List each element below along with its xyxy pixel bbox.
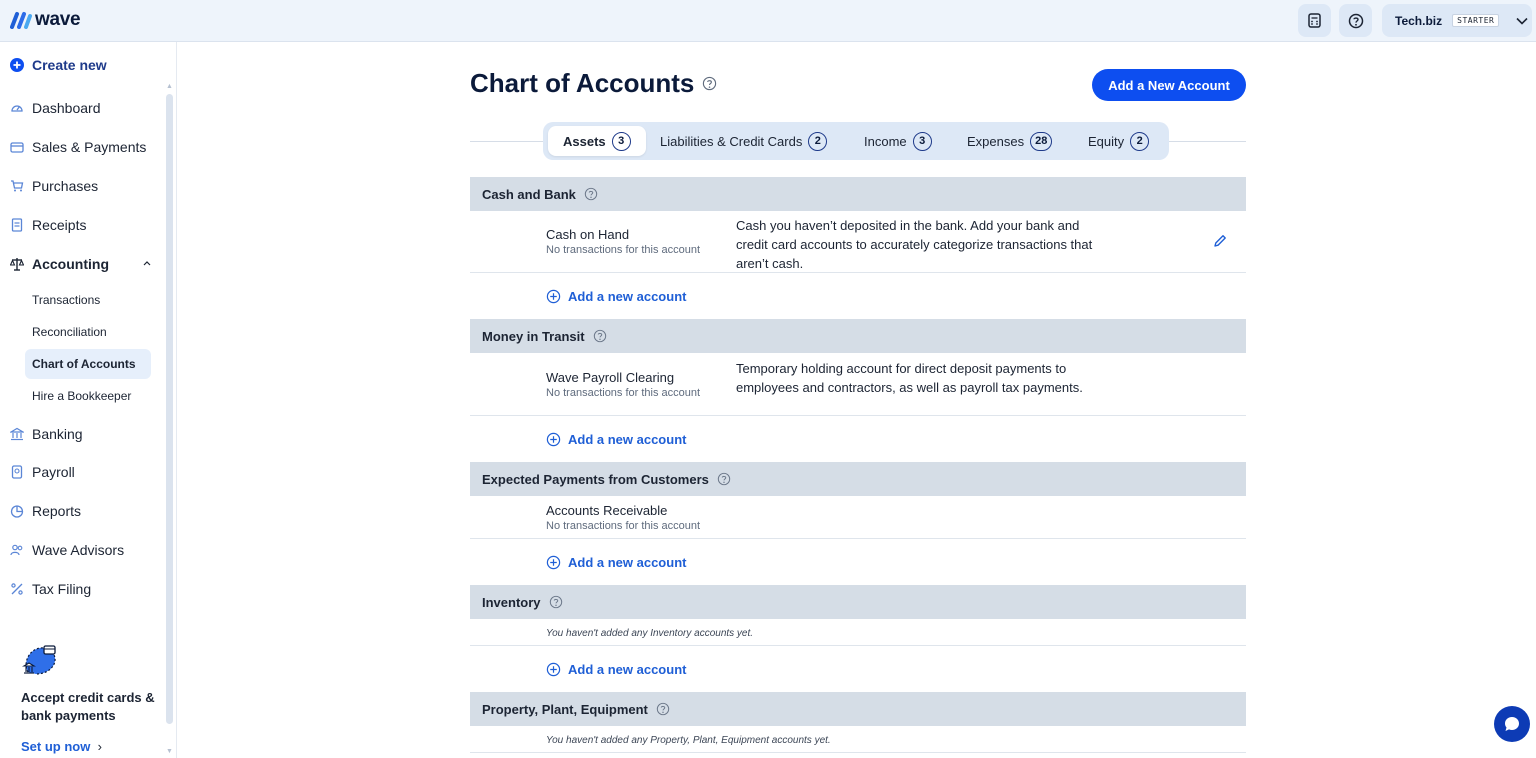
account-status: No transactions for this account: [546, 520, 701, 532]
sidebar: [0, 42, 177, 758]
calculator-button[interactable]: [1298, 4, 1331, 37]
help-icon[interactable]: [584, 187, 598, 201]
add-account-link[interactable]: [546, 289, 686, 304]
tab-equity[interactable]: [1088, 126, 1149, 156]
sidebar-sub-reconciliation[interactable]: Reconciliation: [32, 325, 107, 339]
plus-circle-icon: [546, 289, 561, 304]
set-up-now-link[interactable]: [21, 739, 102, 754]
sidebar-item-sales-payments[interactable]: [10, 139, 146, 155]
tab-label: Equity: [1088, 133, 1125, 149]
help-icon[interactable]: [656, 702, 670, 716]
set-up-now-label: Set up now: [21, 739, 91, 754]
dashboard-icon: [10, 101, 24, 115]
logo-text: wave: [35, 9, 81, 30]
sidebar-item-dashboard[interactable]: [10, 100, 101, 116]
sidebar-item-label: Accounting: [32, 256, 109, 272]
add-account-link[interactable]: [546, 555, 686, 570]
sidebar-item-banking[interactable]: [10, 426, 83, 442]
section-title: Property, Plant, Equipment: [482, 701, 648, 717]
tab-label: Assets: [563, 133, 606, 149]
scroll-down-arrow[interactable]: ▼: [166, 748, 173, 755]
page-title: Chart of Accounts: [470, 68, 695, 98]
sidebar-item-purchases[interactable]: [10, 178, 98, 194]
sidebar-item-receipts[interactable]: [10, 217, 86, 233]
add-account-label: Add a new account: [568, 432, 687, 447]
section-header-property-plant-equipment: [470, 692, 1246, 726]
scroll-up-arrow[interactable]: ▲: [166, 83, 173, 90]
payments-promo-icon: [22, 644, 58, 676]
row-divider: [470, 415, 1246, 416]
sidebar-sub-chart-of-accounts[interactable]: Chart of Accounts: [32, 357, 136, 371]
section-title: Money in Transit: [482, 328, 585, 344]
add-account-label: Add a new account: [568, 555, 687, 570]
account-description: Temporary holding account for direct deposit payments to employees and contractors, as well as payroll tax payments.: [736, 361, 1083, 395]
account-name: Accounts Receivable: [546, 503, 668, 518]
sidebar-sub-transactions[interactable]: Transactions: [32, 293, 101, 307]
wave-logo-icon: [10, 11, 32, 29]
tab-count-badge: 3: [612, 132, 631, 151]
chat-button[interactable]: [1494, 706, 1530, 742]
sidebar-item-payroll[interactable]: [10, 464, 75, 480]
receipt-icon: [10, 218, 24, 232]
tab-count-badge: 2: [808, 132, 827, 151]
tab-label: Expenses: [967, 133, 1025, 149]
account-type-tabs: [543, 122, 1169, 160]
sidebar-item-label: Payroll: [32, 464, 75, 480]
sidebar-item-tax-filing[interactable]: [10, 581, 91, 597]
account-name: Wave Payroll Clearing: [546, 370, 675, 385]
percent-icon: [10, 582, 24, 596]
tab-expenses[interactable]: [967, 126, 1052, 156]
sidebar-item-label: Banking: [32, 426, 83, 442]
tab-label: Income: [864, 133, 907, 149]
sidebar-item-label: Purchases: [32, 178, 99, 194]
row-divider: [470, 538, 1246, 539]
empty-accounts-note: You haven't added any Property, Plant, Equipment accounts yet.: [546, 735, 831, 746]
plus-circle-icon: [546, 432, 561, 447]
plus-circle-icon: [546, 662, 561, 677]
section-header-money-in-transit: [470, 319, 1246, 353]
sidebar-item-accounting[interactable]: [10, 256, 160, 272]
promo-text: Accept credit cards & bank payments: [21, 690, 155, 723]
tab-count-badge: 2: [1130, 132, 1149, 151]
section-title: Cash and Bank: [482, 186, 576, 202]
section-header-expected-payments: [470, 462, 1246, 496]
sidebar-sub-hire-bookkeeper[interactable]: Hire a Bookkeeper: [32, 389, 132, 403]
help-button[interactable]: [1339, 4, 1372, 37]
account-status: No transactions for this account: [546, 244, 701, 256]
pie-chart-icon: [10, 504, 24, 518]
top-bar: [0, 0, 1536, 42]
row-divider: [470, 272, 1246, 273]
tab-label: Liabilities & Credit Cards: [660, 133, 803, 149]
scale-icon: [10, 257, 24, 271]
chevron-down-icon: [1515, 16, 1529, 26]
sidebar-item-label: Dashboard: [32, 100, 101, 116]
section-header-cash-and-bank: [470, 177, 1246, 211]
cart-icon: [10, 179, 24, 193]
company-name: Tech.biz: [1395, 13, 1443, 28]
tab-income[interactable]: [864, 126, 932, 156]
row-divider: [470, 645, 1246, 646]
sidebar-item-label: Reports: [32, 503, 82, 519]
pencil-icon[interactable]: [1212, 233, 1228, 249]
sidebar-item-label: Wave Advisors: [32, 542, 125, 558]
plus-circle-icon: [546, 555, 561, 570]
sidebar-item-wave-advisors[interactable]: [10, 542, 124, 558]
sidebar-item-label: Sales & Payments: [32, 139, 147, 155]
page-title-row: [470, 68, 717, 99]
section-title: Expected Payments from Customers: [482, 471, 709, 487]
add-account-link[interactable]: [546, 662, 686, 677]
help-icon: [1348, 13, 1364, 29]
people-icon: [10, 543, 24, 557]
company-switcher[interactable]: [1382, 4, 1532, 37]
help-icon[interactable]: [549, 595, 563, 609]
card-icon: [10, 140, 24, 154]
tab-count-badge: 3: [913, 132, 932, 151]
tab-count-badge: 28: [1030, 132, 1052, 151]
chat-bubble-icon: [1503, 715, 1521, 733]
help-icon[interactable]: [593, 329, 607, 343]
help-icon[interactable]: [717, 472, 731, 486]
row-divider: [470, 752, 1246, 753]
help-icon[interactable]: [702, 76, 717, 91]
account-status: No transactions for this account: [546, 387, 701, 399]
account-description: Cash you haven’t deposited in the bank. Add your bank and credit card accounts to accurately categorize transactions that aren’t cash.: [736, 218, 1093, 271]
tab-liabilities-credit-cards[interactable]: [660, 126, 827, 156]
section-header-inventory: [470, 585, 1246, 619]
add-account-link[interactable]: [546, 432, 686, 447]
bank-icon: [10, 427, 24, 441]
add-account-label: Add a new account: [568, 662, 687, 677]
account-name: Cash on Hand: [546, 227, 630, 242]
tab-assets[interactable]: [548, 126, 646, 156]
sidebar-scrollbar[interactable]: [166, 94, 173, 724]
plan-badge: STARTER: [1452, 14, 1499, 27]
add-account-label: Add a new account: [568, 289, 687, 304]
wave-logo[interactable]: [10, 9, 80, 31]
empty-accounts-note: You haven't added any Inventory accounts yet.: [546, 628, 754, 639]
payroll-icon: [10, 465, 24, 479]
sidebar-item-reports[interactable]: [10, 503, 81, 519]
create-new-label: Create new: [32, 57, 107, 73]
sidebar-item-label: Tax Filing: [32, 581, 92, 597]
add-new-account-button[interactable]: Add a New Account: [1092, 69, 1246, 101]
plus-circle-icon: [10, 58, 24, 72]
chevron-right-icon: ›: [93, 739, 102, 754]
calculator-icon: [1307, 13, 1322, 28]
chevron-up-icon: [142, 259, 152, 267]
create-new-button[interactable]: [10, 57, 107, 73]
sidebar-item-label: Receipts: [32, 217, 87, 233]
section-title: Inventory: [482, 594, 541, 610]
